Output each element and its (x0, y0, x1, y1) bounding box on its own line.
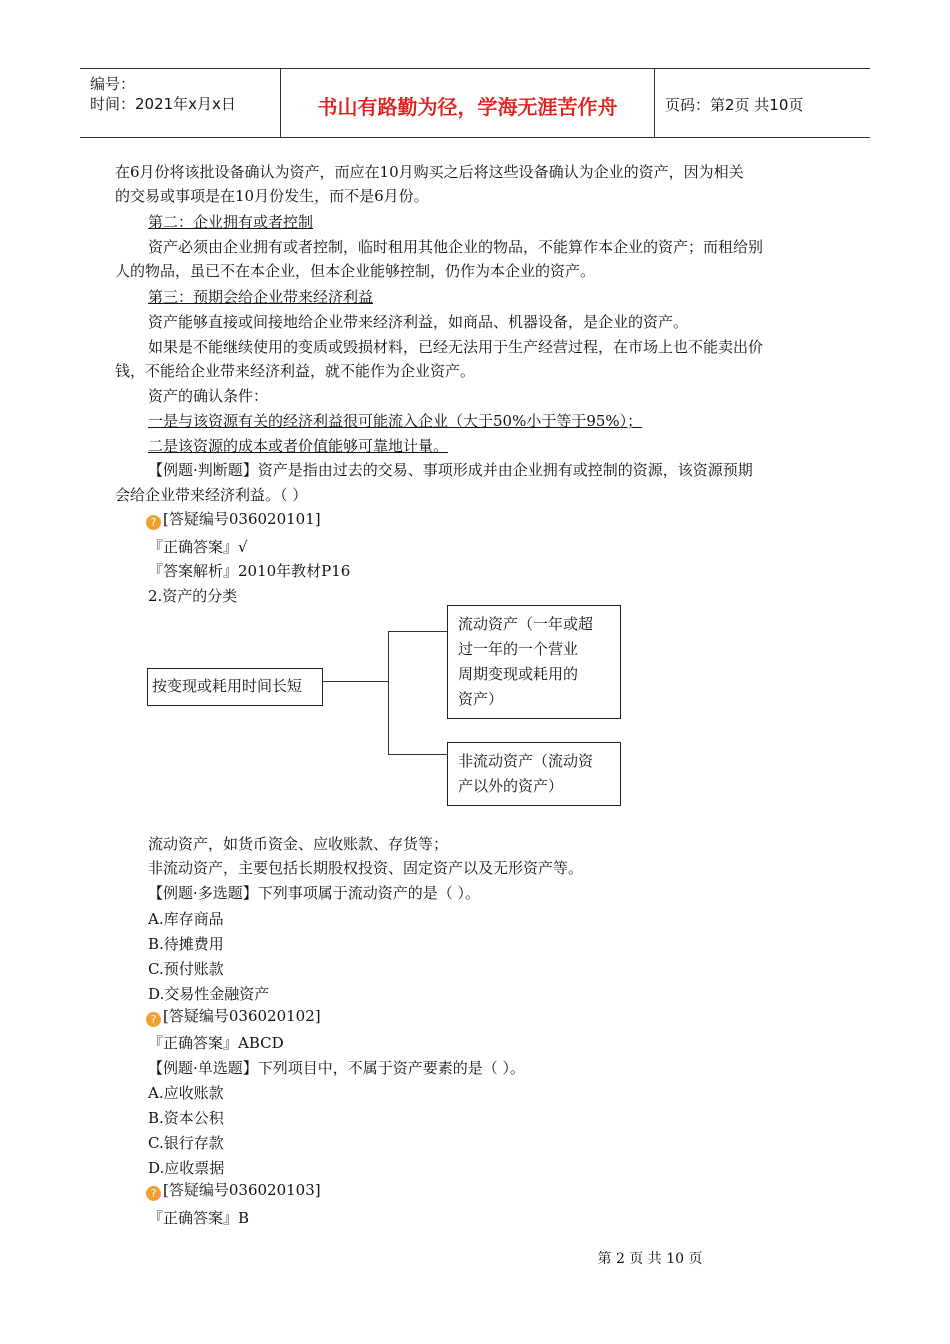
paragraph-line: 非流动资产，主要包括长期股权投资、固定资产以及无形资产等。 (148, 859, 584, 877)
time-label: 时间：2021年x月x日 (90, 95, 236, 113)
option-d: D.交易性金融资产 (148, 985, 270, 1003)
correct-answer: 『正确答案』√ (148, 538, 248, 556)
header-page-cell (655, 69, 870, 137)
question-id-row (146, 1006, 321, 1027)
option-a: A.应收账款 (148, 1084, 224, 1102)
section-title-third: 第三：预期会给企业带来经济利益 (148, 288, 374, 306)
question-id: [答疑编号036020102] (163, 1007, 321, 1025)
page-header (80, 68, 870, 138)
example-question: 【例题·判断题】资产是指由过去的交易、事项形成并由企业拥有或控制的资源，该资源预期 (148, 461, 753, 479)
current-assets-box (447, 605, 621, 719)
conditions-title: 资产的确认条件： (148, 387, 269, 405)
paragraph-line: 如果是不能继续使用的变质或毁损材料，已经无法用于生产经营过程，在市场上也不能卖出价 (148, 338, 764, 356)
option-d: D.应收票据 (148, 1159, 225, 1177)
option-c: C.预付账款 (148, 960, 224, 978)
noncurrent-assets-line: 产以外的资产） (458, 777, 564, 795)
noncurrent-assets-box (447, 742, 621, 806)
option-c: C.银行存款 (148, 1134, 224, 1152)
header-motto-cell (281, 69, 655, 137)
paragraph-line: 人的物品，虽已不在本企业，但本企业能够控制，仍作为本企业的资产。 (115, 262, 596, 280)
paragraph-line: 流动资产，如货币资金、应收账款、存货等； (148, 835, 449, 853)
current-assets-line: 过一年的一个营业 (458, 640, 579, 658)
paragraph-line: 资产必须由企业拥有或者控制，临时租用其他企业的物品，不能算作本企业的资产；而租给别 (148, 238, 764, 256)
example-question: 【例题·多选题】下列事项属于流动资产的是（ ）。 (148, 884, 481, 902)
option-a: A.库存商品 (148, 910, 224, 928)
connector-line (323, 681, 389, 682)
correct-answer: 『正确答案』B (148, 1209, 250, 1227)
connector-line (388, 631, 448, 632)
page-info: 页码：第2页 共10页 (665, 96, 804, 114)
footer-page-number: 第 2 页 共 10 页 (597, 1251, 703, 1267)
section-heading: 2.资产的分类 (148, 587, 238, 605)
correct-answer: 『正确答案』ABCD (148, 1034, 284, 1052)
connector-line (388, 631, 389, 755)
connector-line (388, 754, 448, 755)
example-question-cont: 会给企业带来经济利益。（ ） (115, 486, 308, 504)
question-id: [答疑编号036020101] (163, 510, 321, 528)
paragraph-line: 在6月份将该批设备确认为资产，而应在10月购买之后将这些设备确认为企业的资产，因为相关 (115, 163, 744, 181)
condition-one: 一是与该资源有关的经济利益很可能流入企业（大于50%小于等于95%）； (148, 412, 643, 430)
paragraph-line: 钱，不能给企业带来经济利益，就不能作为企业资产。 (115, 362, 476, 380)
question-circle-icon: ? (146, 1186, 161, 1201)
current-assets-line: 资产） (458, 690, 504, 708)
question-id-row (146, 1180, 321, 1201)
option-b: B.资本公积 (148, 1109, 224, 1127)
question-circle-icon: ? (146, 1012, 161, 1027)
option-b: B.待摊费用 (148, 935, 224, 953)
question-circle-icon: ? (146, 515, 161, 530)
motto: 书山有路勤为径，学海无涯苦作舟 (317, 95, 618, 119)
page-footer (0, 1248, 950, 1268)
current-assets-line: 周期变现或耗用的 (458, 665, 579, 683)
diagram-root-box (147, 668, 323, 706)
condition-two: 二是该资源的成本或者价值能够可靠地计量。 (148, 437, 449, 455)
answer-explanation: 『答案解析』2010年教材P16 (148, 562, 351, 580)
paragraph-line: 的交易或事项是在10月份发生，而不是6月份。 (115, 187, 429, 205)
current-assets-line: 流动资产（一年或超 (458, 615, 594, 633)
diagram-root-label: 按变现或耗用时间长短 (152, 677, 303, 695)
question-id: [答疑编号036020103] (163, 1181, 321, 1199)
noncurrent-assets-line: 非流动资产（流动资 (458, 752, 594, 770)
number-label: 编号： (90, 75, 136, 93)
paragraph-line: 资产能够直接或间接地给企业带来经济利益，如商品、机器设备，是企业的资产。 (148, 313, 689, 331)
header-meta-cell (80, 69, 281, 137)
question-id-row (146, 509, 321, 530)
example-question: 【例题·单选题】下列项目中，不属于资产要素的是（ ）。 (148, 1059, 526, 1077)
section-title-second: 第二：企业拥有或者控制 (148, 213, 314, 231)
